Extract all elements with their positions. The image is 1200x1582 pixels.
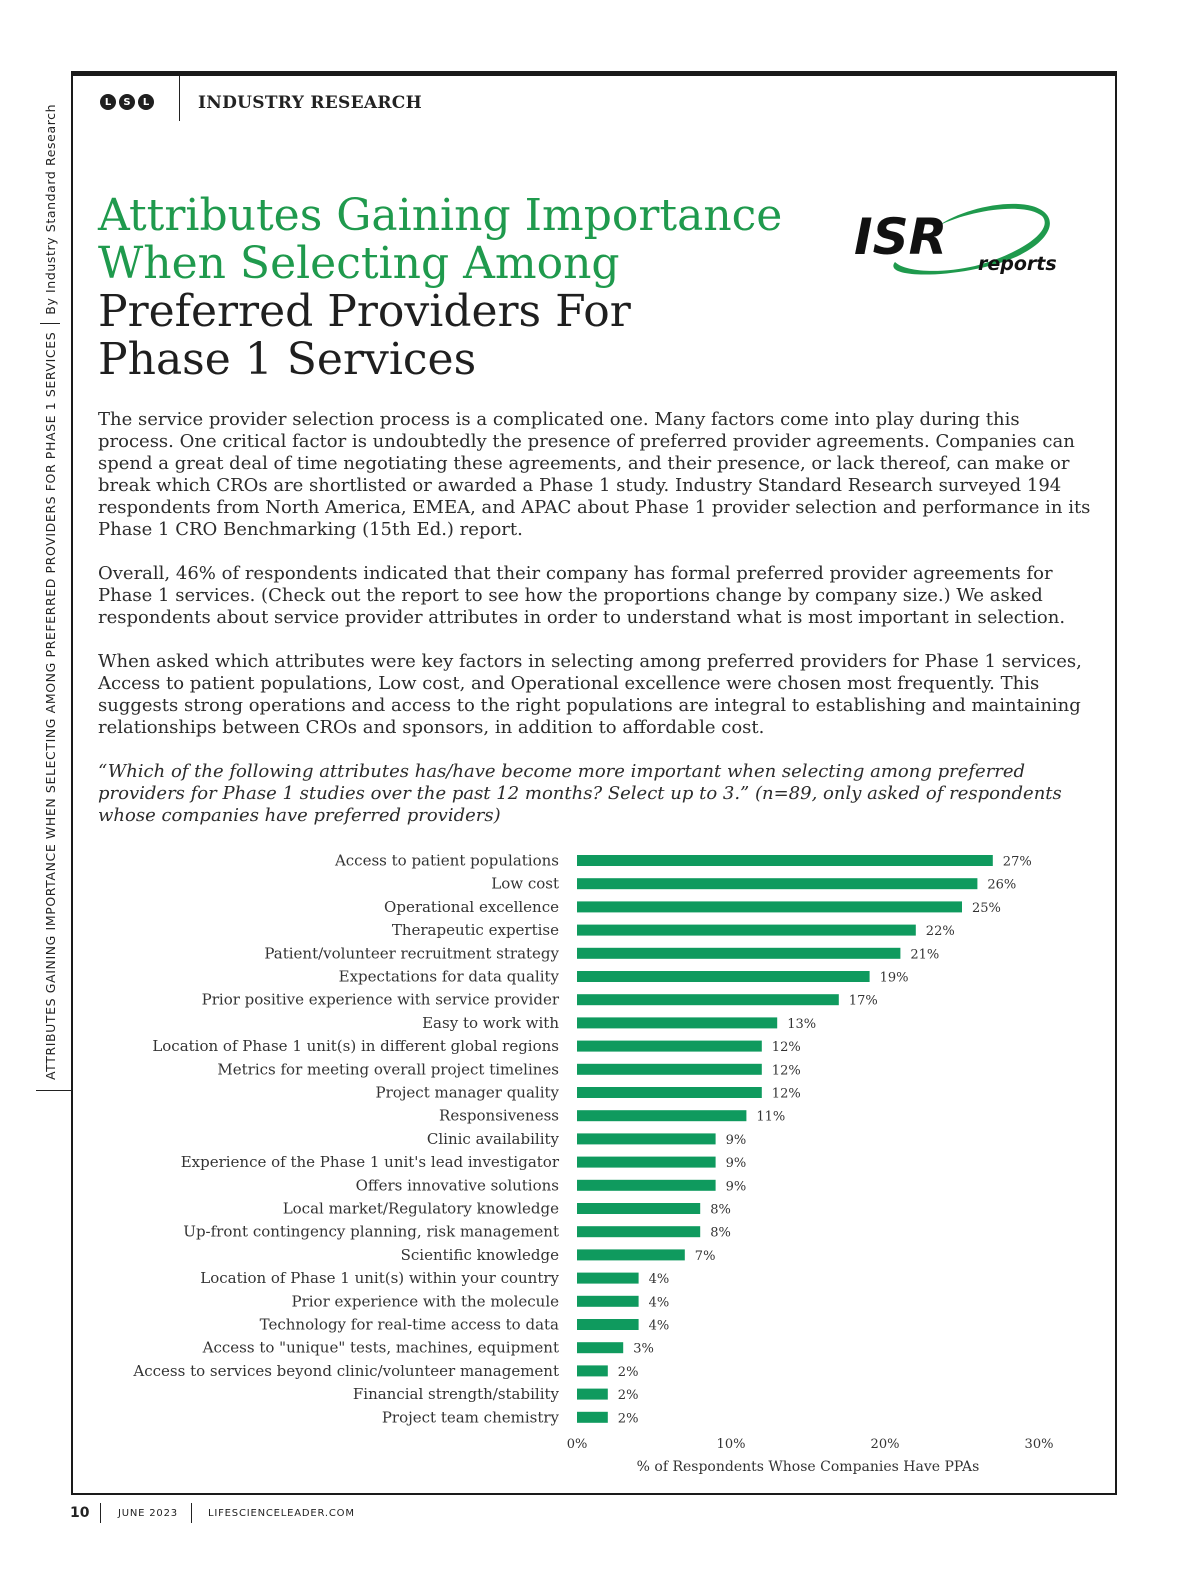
title-line: Preferred Providers For [98, 286, 631, 337]
data-label: 12% [771, 1040, 801, 1056]
bar [577, 1203, 700, 1214]
bar [577, 1342, 623, 1353]
category-label: Location of Phase 1 unit(s) within your country [200, 1269, 559, 1288]
logo-isr-text: ISR [854, 208, 948, 266]
category-label: Location of Phase 1 unit(s) in different global regions [152, 1037, 559, 1056]
category-label: Responsiveness [439, 1106, 559, 1125]
x-tick-label: 30% [1024, 1437, 1054, 1452]
category-label: Up-front contingency planning, risk management [183, 1222, 559, 1241]
title-line: Phase 1 Services [98, 334, 477, 385]
bar [577, 994, 839, 1005]
category-label: Financial strength/stability [352, 1385, 559, 1404]
bar [577, 1296, 639, 1307]
data-label: 27% [1002, 854, 1032, 870]
survey-question: “Which of the following attributes has/have become more important when selecting among preferred providers for Phase 1 studies over the past 12 months? Select up to 3.” (n=89, only asked of respondents whose companies have preferred providers) [98, 761, 1062, 826]
data-label: 8% [710, 1225, 731, 1241]
lsl-badge [100, 94, 154, 110]
category-label: Easy to work with [422, 1013, 559, 1032]
data-label: 21% [910, 947, 940, 963]
data-label: 2% [617, 1388, 639, 1404]
side-byline: By Industry Standard Research [42, 103, 58, 315]
page-number: 10 [70, 1505, 90, 1521]
page-footer [0, 1503, 1200, 1527]
bar [577, 1365, 608, 1376]
data-label: 17% [848, 993, 878, 1009]
category-label: Project manager quality [375, 1083, 559, 1102]
bar [577, 1249, 685, 1260]
logo-reports-text: reports [978, 253, 1057, 275]
category-label: Experience of the Phase 1 unit's lead investigator [180, 1153, 559, 1172]
data-label: 8% [710, 1202, 731, 1218]
category-label: Prior positive experience with service provider [201, 990, 559, 1009]
issue-date: JUNE 2023 [118, 1508, 178, 1519]
category-label: Technology for real-time access to data [259, 1315, 559, 1334]
category-label: Clinic availability [426, 1129, 559, 1148]
footer-divider [100, 1503, 101, 1523]
data-label: 3% [633, 1341, 654, 1357]
bar [577, 1110, 746, 1121]
footer-divider [191, 1503, 192, 1523]
body-paragraph: Overall, 46% of respondents indicated that their company has formal preferred provider agreements for Phase 1 services. (Check out the report to see how the proportions change by company size.) We asked respondents about service provider attributes in order to understand what is most important in selection. [98, 563, 1066, 628]
category-label: Metrics for meeting overall project timelines [217, 1060, 559, 1079]
data-label: 4% [648, 1318, 670, 1334]
bar [577, 1273, 639, 1284]
x-tick-label: 10% [716, 1437, 746, 1452]
bar [577, 1041, 762, 1052]
side-rule [36, 1090, 72, 1091]
title-line: When Selecting Among [98, 238, 620, 289]
data-label: 12% [771, 1086, 801, 1102]
data-label: 2% [617, 1411, 639, 1427]
category-label: Local market/Regulatory knowledge [282, 1199, 559, 1218]
category-label: Offers innovative solutions [355, 1176, 559, 1195]
x-tick-label: 0% [566, 1437, 588, 1452]
article-title [98, 192, 818, 384]
data-label: 13% [787, 1016, 817, 1032]
bar [577, 1180, 716, 1191]
data-label: 12% [771, 1063, 801, 1079]
bar [577, 1319, 639, 1330]
data-label: 2% [617, 1364, 639, 1380]
data-label: 19% [879, 970, 909, 986]
data-label: 26% [987, 877, 1017, 893]
category-label: Therapeutic expertise [391, 921, 559, 940]
bar [577, 948, 900, 959]
bar [577, 1064, 762, 1075]
side-label [40, 80, 60, 1080]
x-axis-label: % of Respondents Whose Companies Have PPAs [636, 1459, 980, 1475]
category-label: Access to patient populations [334, 851, 559, 870]
category-label: Access to "unique" tests, machines, equipment [202, 1338, 559, 1357]
category-label: Prior experience with the molecule [291, 1292, 559, 1311]
category-label: Scientific knowledge [400, 1245, 559, 1264]
data-label: 11% [756, 1109, 786, 1125]
attributes-bar-chart [100, 846, 1100, 1486]
category-label: Project team chemistry [381, 1408, 559, 1427]
bar [577, 1226, 700, 1237]
x-tick-label: 20% [870, 1437, 900, 1452]
bar [577, 1087, 762, 1098]
title-line: Attributes Gaining Importance [98, 190, 783, 241]
data-label: 25% [972, 900, 1001, 916]
bar [577, 1157, 716, 1168]
bar [577, 1017, 777, 1028]
data-label: 4% [648, 1295, 670, 1311]
bar [577, 925, 916, 936]
lsl-badge-letter: L [138, 94, 154, 110]
category-label: Operational excellence [384, 897, 559, 916]
bar [577, 878, 977, 889]
bar [577, 1133, 716, 1144]
category-label: Patient/volunteer recruitment strategy [264, 944, 559, 963]
category-label: Access to services beyond clinic/volunteer management [133, 1361, 559, 1380]
lsl-badge-letter: L [100, 94, 116, 110]
bar [577, 971, 870, 982]
data-label: 9% [725, 1179, 747, 1195]
lsl-badge-letter: S [119, 94, 135, 110]
bar [577, 1389, 608, 1400]
category-label: Expectations for data quality [338, 967, 559, 986]
side-divider [40, 323, 60, 324]
data-label: 4% [648, 1272, 670, 1288]
intro-paragraph: The service provider selection process is a complicated one. Many factors come into play during this process. One critical factor is undoubtedly the presence of preferred provider agreements. Companies can spend a great deal of time negotiating these agreements, and their presence, or lack thereof, can make or break which CROs are shortlisted or awarded a Phase 1 study. Industry Standard Research surveyed 194 respondents from North America, EMEA, and APAC about Phase 1 provider selection and performance in its Phase 1 CRO Benchmarking (15th Ed.) report. [98, 409, 1091, 540]
site-name: LIFESCIENCELEADER.COM [208, 1508, 355, 1519]
bar [577, 1412, 608, 1423]
bar [577, 855, 993, 866]
header-divider [179, 76, 180, 121]
data-label: 7% [694, 1248, 716, 1264]
isr-reports-logo [850, 196, 1090, 286]
side-article-label: ATTRIBUTES GAINING IMPORTANCE WHEN SELECTING AMONG PREFERRED PROVIDERS FOR PHASE 1 SERVICES [42, 331, 58, 1080]
data-label: 9% [725, 1132, 747, 1148]
data-label: 9% [725, 1156, 747, 1172]
category-label: Low cost [491, 874, 559, 893]
body-paragraph: When asked which attributes were key factors in selecting among preferred providers for Phase 1 services, Access to patient populations, Low cost, and Operational excellence were chosen most frequently. This suggests strong operations and access to the right populations are integral to establishing and maintaining relationships between CROs and sponsors, in addition to affordable cost. [98, 651, 1082, 738]
bar [577, 901, 962, 912]
data-label: 22% [925, 924, 955, 940]
section-label: INDUSTRY RESEARCH [198, 93, 422, 113]
